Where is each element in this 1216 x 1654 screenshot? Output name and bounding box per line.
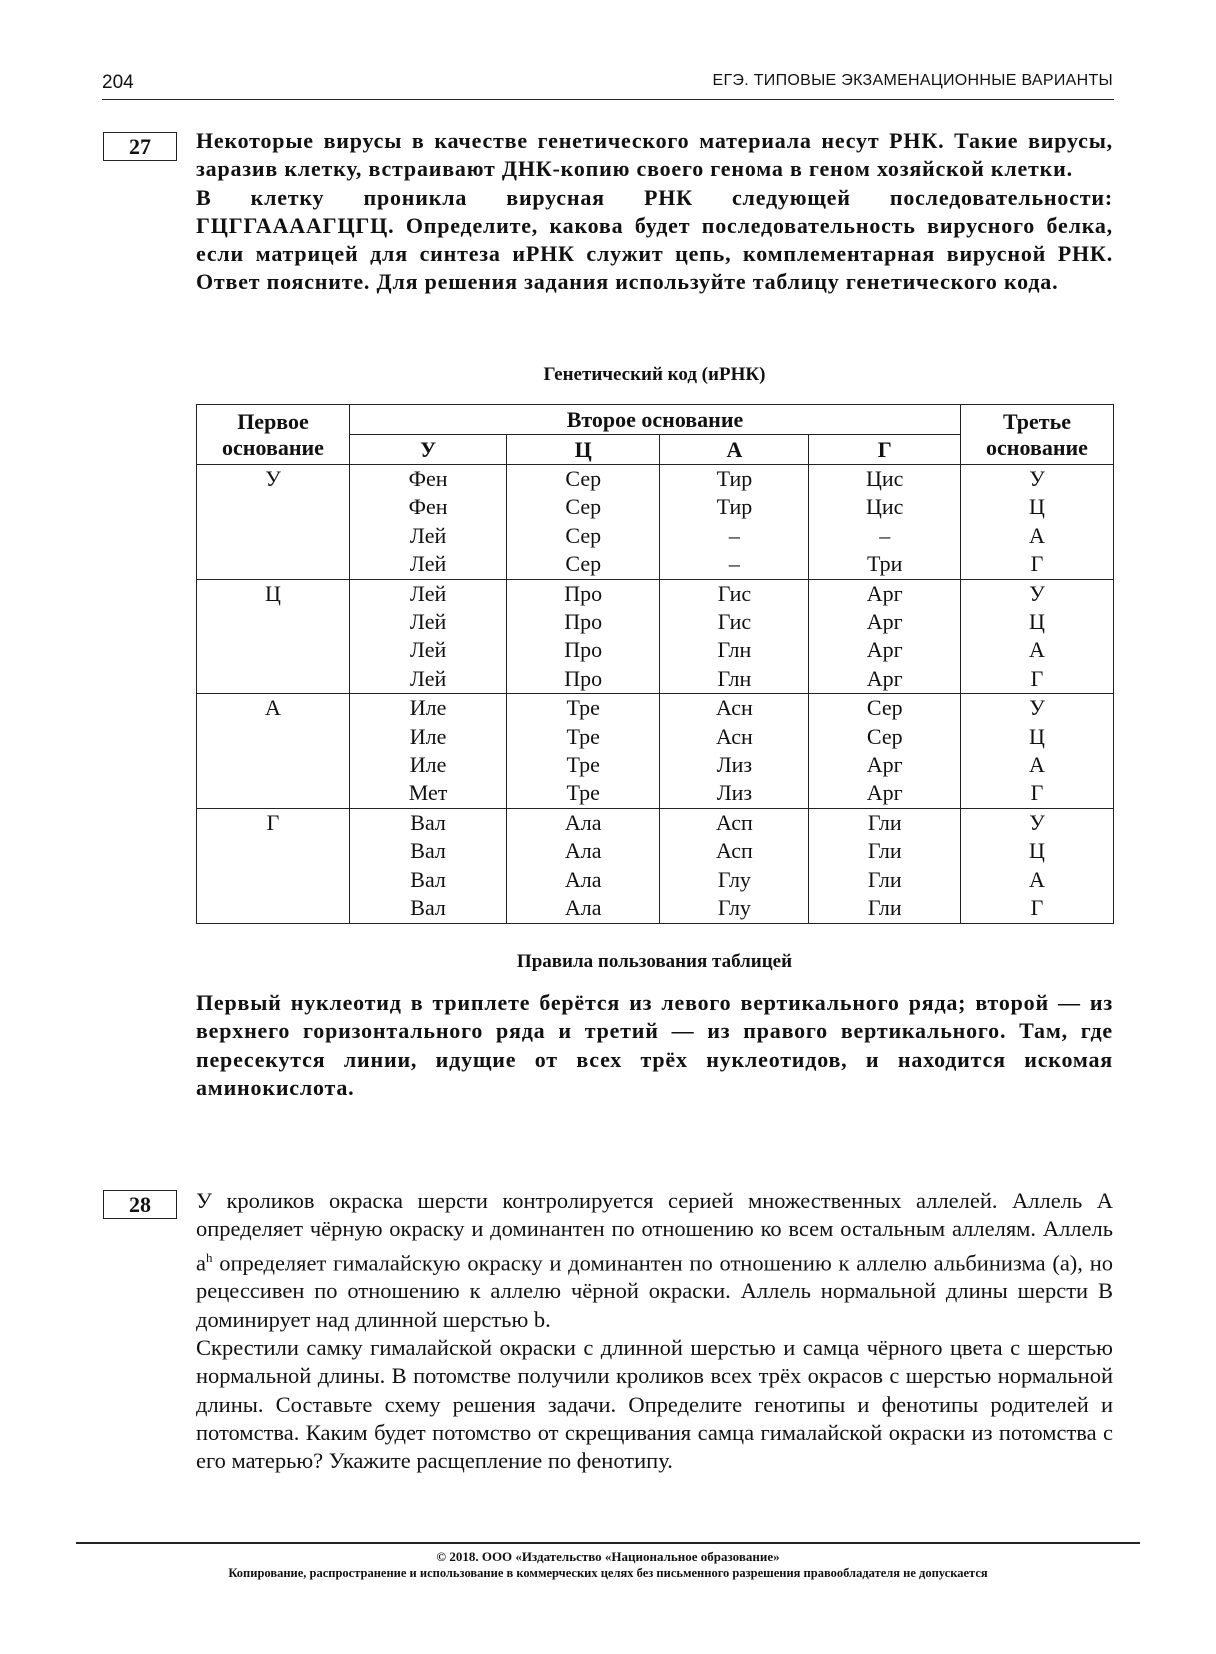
first-base-header: Первое основание: [197, 405, 350, 465]
amino-acid-cell: Арг: [809, 579, 961, 608]
second-base-label: Г: [809, 435, 961, 465]
third-base-cell: А: [961, 636, 1114, 664]
amino-acid-cell: Сер: [507, 550, 660, 579]
second-base-label: Ц: [507, 435, 660, 465]
amino-acid-cell: Лей: [350, 579, 507, 608]
text-span: определяет гималайскую окраску и доминантен по отношению к аллелю альбинизма (а), но рецессивен по отношению к аллелю чёрной окраски. Аллель нормальной длины шерсти В доминирует над длинной шерстью b.: [196, 1250, 1113, 1332]
third-base-cell: У: [961, 808, 1114, 837]
amino-acid-cell: Тре: [507, 723, 660, 751]
amino-acid-cell: Цис: [809, 465, 961, 494]
amino-acid-cell: Асн: [660, 694, 809, 723]
amino-acid-cell: Арг: [809, 751, 961, 779]
table-row: [197, 465, 1114, 494]
amino-acid-cell: Тре: [507, 751, 660, 779]
amino-acid-cell: Сер: [507, 465, 660, 494]
amino-acid-cell: Глн: [660, 636, 809, 664]
amino-acid-cell: Лей: [350, 665, 507, 694]
amino-acid-cell: Ала: [507, 894, 660, 923]
task-28-paragraph: [196, 1187, 1113, 1334]
third-base-cell: У: [961, 694, 1114, 723]
amino-acid-cell: Вал: [350, 837, 507, 865]
table-caption: Генетический код (иРНК): [543, 364, 766, 385]
amino-acid-cell: Цис: [809, 493, 961, 521]
task-27-paragraph: В клетку проникла вирусная РНК следующей последовательности: ГЦГГААААГЦГЦ. Определите, какова будет последовательность вирусного белка, если матрицей для синтеза иРНК служит цепь, комплементарная вирусной РНК. Ответ поясните. Для решения задания используйте таблицу генетического кода.: [196, 184, 1113, 295]
third-base-cell: Г: [961, 665, 1114, 694]
second-base-label: А: [660, 435, 809, 465]
task-28-number: 28: [103, 1190, 177, 1219]
task-28-paragraph: Скрестили самку гималайской окраски с длинной шерстью и самца чёрного цвета с шерстью нормальной длины. В потомстве получили кроликов всех трёх окрасов с шерстью нормальной длины. Составьте схему решения задачи. Определите генотипы и фенотипы родителей и потомства. Каким будет потомство от скрещивания самца гималайской окраски из потомства с его матерью? Укажите расщепление по фенотипу.: [196, 1334, 1113, 1474]
first-base-cell: Г: [197, 808, 350, 923]
amino-acid-cell: Сер: [809, 694, 961, 723]
rules-text: Первый нуклеотид в триплете берётся из левого вертикального ряда; второй — из верхнего горизонтального ряда и третий — из правого вертикального. Там, где пересекутся линии, идущие от всех трёх нуклеотидов, и находится искомая аминокислота.: [196, 990, 1113, 1100]
amino-acid-cell: Сер: [507, 493, 660, 521]
footer-divider: [76, 1542, 1140, 1544]
task-27-text: [196, 127, 1113, 297]
amino-acid-cell: Асп: [660, 808, 809, 837]
third-base-cell: Ц: [961, 837, 1114, 865]
task-27-number: 27: [103, 132, 177, 161]
footer-copyright: © 2018. ООО «Издательство «Национальное образование»: [436, 1549, 780, 1564]
third-base-header: Третье основание: [961, 405, 1114, 465]
amino-acid-cell: Гис: [660, 579, 809, 608]
amino-acid-cell: Лиз: [660, 751, 809, 779]
amino-acid-cell: Тре: [507, 694, 660, 723]
amino-acid-cell: Фен: [350, 493, 507, 521]
amino-acid-cell: Вал: [350, 866, 507, 894]
amino-acid-cell: Ала: [507, 808, 660, 837]
genetic-code-table: [196, 404, 1114, 924]
amino-acid-cell: Лей: [350, 636, 507, 664]
first-base-cell: У: [197, 465, 350, 580]
task-28-text: [196, 1187, 1113, 1475]
amino-acid-cell: Асн: [660, 723, 809, 751]
amino-acid-cell: Лей: [350, 522, 507, 550]
third-base-cell: Г: [961, 550, 1114, 579]
amino-acid-cell: Лей: [350, 550, 507, 579]
amino-acid-cell: Гли: [809, 808, 961, 837]
third-base-cell: А: [961, 751, 1114, 779]
amino-acid-cell: Три: [809, 550, 961, 579]
amino-acid-cell: Лей: [350, 608, 507, 636]
amino-acid-cell: –: [660, 550, 809, 579]
amino-acid-cell: Про: [507, 665, 660, 694]
text-span: У кроликов окраска шерсти контролируется серией множественных аллелей. Аллель А определяет чёрную окраску и доминантен по отношению ко всем остальным аллелям. Аллель а: [196, 1188, 1113, 1276]
amino-acid-cell: Гли: [809, 866, 961, 894]
amino-acid-cell: Иле: [350, 723, 507, 751]
amino-acid-cell: Фен: [350, 465, 507, 494]
amino-acid-cell: Арг: [809, 779, 961, 808]
amino-acid-cell: Арг: [809, 665, 961, 694]
first-base-cell: А: [197, 694, 350, 809]
footer-notice: Копирование, распространение и использование в коммерческих целях без письменного разрешения правообладателя не допускается: [228, 1566, 988, 1580]
amino-acid-cell: Про: [507, 636, 660, 664]
third-base-cell: Г: [961, 894, 1114, 923]
third-base-cell: А: [961, 866, 1114, 894]
table-row: [197, 579, 1114, 608]
amino-acid-cell: Гис: [660, 608, 809, 636]
table-row: [197, 808, 1114, 837]
third-base-cell: Ц: [961, 723, 1114, 751]
amino-acid-cell: Сер: [809, 723, 961, 751]
task-27-paragraph: Некоторые вирусы в качестве генетического материала несут РНК. Такие вирусы, заразив клетку, встраивают ДНК-копию своего генома в геном хозяйской клетки.: [196, 128, 1113, 182]
amino-acid-cell: Вал: [350, 894, 507, 923]
amino-acid-cell: Лиз: [660, 779, 809, 808]
amino-acid-cell: Глу: [660, 894, 809, 923]
amino-acid-cell: Ала: [507, 866, 660, 894]
amino-acid-cell: Глн: [660, 665, 809, 694]
superscript: h: [206, 1249, 213, 1265]
amino-acid-cell: Про: [507, 579, 660, 608]
page-number: 204: [102, 72, 134, 93]
amino-acid-cell: Вал: [350, 808, 507, 837]
amino-acid-cell: Иле: [350, 751, 507, 779]
amino-acid-cell: Мет: [350, 779, 507, 808]
amino-acid-cell: Арг: [809, 636, 961, 664]
header-divider: [102, 99, 1114, 100]
third-base-cell: У: [961, 579, 1114, 608]
amino-acid-cell: Гли: [809, 837, 961, 865]
third-base-cell: Ц: [961, 493, 1114, 521]
third-base-cell: Г: [961, 779, 1114, 808]
amino-acid-cell: Про: [507, 608, 660, 636]
third-base-cell: Ц: [961, 608, 1114, 636]
amino-acid-cell: Глу: [660, 866, 809, 894]
amino-acid-cell: Тир: [660, 465, 809, 494]
amino-acid-cell: Тир: [660, 493, 809, 521]
amino-acid-cell: Иле: [350, 694, 507, 723]
third-base-cell: У: [961, 465, 1114, 494]
amino-acid-cell: Гли: [809, 894, 961, 923]
amino-acid-cell: Тре: [507, 779, 660, 808]
first-base-cell: Ц: [197, 579, 350, 694]
amino-acid-cell: –: [809, 522, 961, 550]
amino-acid-cell: Асп: [660, 837, 809, 865]
running-header: ЕГЭ. ТИПОВЫЕ ЭКЗАМЕНАЦИОННЫЕ ВАРИАНТЫ: [712, 72, 1113, 89]
amino-acid-cell: Арг: [809, 608, 961, 636]
rules-caption: Правила пользования таблицей: [516, 951, 793, 972]
second-base-label: У: [350, 435, 507, 465]
amino-acid-cell: –: [660, 522, 809, 550]
third-base-cell: А: [961, 522, 1114, 550]
amino-acid-cell: Ала: [507, 837, 660, 865]
amino-acid-cell: Сер: [507, 522, 660, 550]
table-row: [197, 694, 1114, 723]
second-base-header: Второе основание: [350, 405, 961, 435]
